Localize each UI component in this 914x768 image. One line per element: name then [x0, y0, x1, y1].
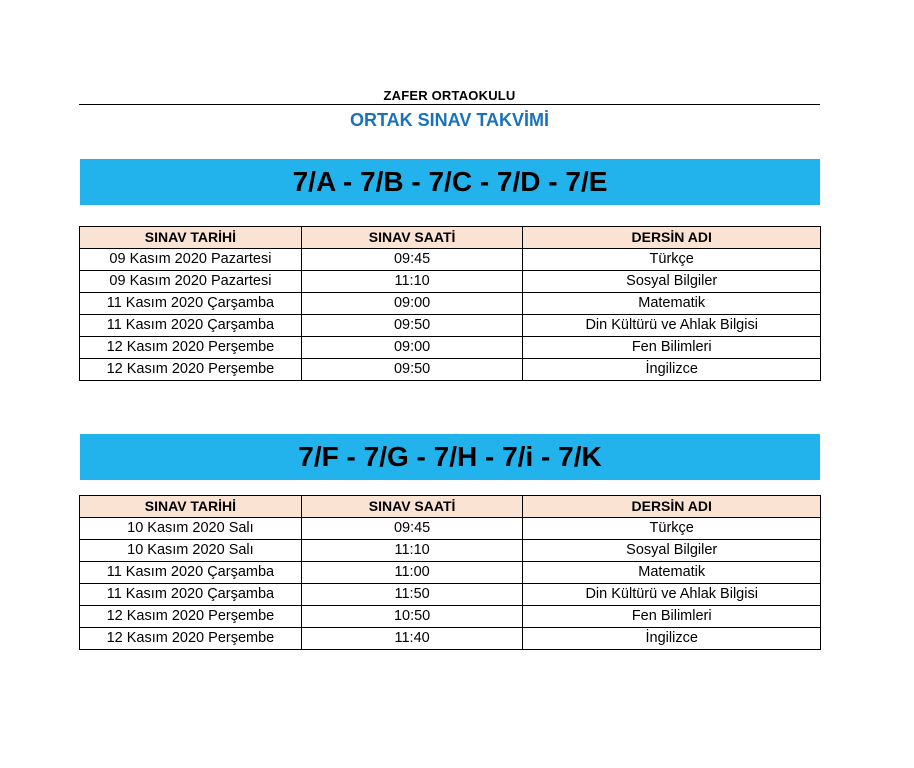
column-header-exam-time: SINAV SAATİ — [301, 227, 523, 249]
exam-date-cell: 10 Kasım 2020 Salı — [80, 540, 302, 562]
exam-date-cell: 09 Kasım 2020 Pazartesi — [80, 249, 302, 271]
course-name-cell: Matematik — [523, 293, 821, 315]
table-row — [80, 359, 821, 381]
course-name-cell: Türkçe — [523, 518, 821, 540]
course-name-cell: Türkçe — [523, 249, 821, 271]
exam-date-cell: 12 Kasım 2020 Perşembe — [80, 628, 302, 650]
table-row — [80, 540, 821, 562]
header-divider — [79, 104, 820, 105]
table-row — [80, 628, 821, 650]
course-name-cell: Sosyal Bilgiler — [523, 271, 821, 293]
exam-time-cell: 11:00 — [301, 562, 523, 584]
course-name-cell: Din Kültürü ve Ahlak Bilgisi — [523, 584, 821, 606]
exam-schedule-table-2 — [79, 495, 821, 650]
exam-time-cell: 09:00 — [301, 293, 523, 315]
course-name-cell: Sosyal Bilgiler — [523, 540, 821, 562]
course-name-cell: İngilizce — [523, 628, 821, 650]
exam-date-cell: 12 Kasım 2020 Perşembe — [80, 606, 302, 628]
column-header-exam-date: SINAV TARİHİ — [80, 496, 302, 518]
exam-date-cell: 11 Kasım 2020 Çarşamba — [80, 315, 302, 337]
table-row — [80, 271, 821, 293]
table-row — [80, 293, 821, 315]
exam-time-cell: 11:50 — [301, 584, 523, 606]
course-name-cell: Fen Bilimleri — [523, 337, 821, 359]
table-row — [80, 315, 821, 337]
exam-date-cell: 10 Kasım 2020 Salı — [80, 518, 302, 540]
table-row — [80, 518, 821, 540]
exam-time-cell: 10:50 — [301, 606, 523, 628]
table-header-row — [80, 496, 821, 518]
exam-date-cell: 12 Kasım 2020 Perşembe — [80, 359, 302, 381]
exam-time-cell: 11:40 — [301, 628, 523, 650]
table-row — [80, 606, 821, 628]
exam-time-cell: 09:50 — [301, 359, 523, 381]
table-row — [80, 337, 821, 359]
course-name-cell: Matematik — [523, 562, 821, 584]
exam-time-cell: 09:50 — [301, 315, 523, 337]
page-title: ORTAK SINAV TAKVİMİ — [350, 110, 549, 130]
exam-time-cell: 09:00 — [301, 337, 523, 359]
exam-date-cell: 11 Kasım 2020 Çarşamba — [80, 293, 302, 315]
exam-schedule-table-1 — [79, 226, 821, 381]
course-name-cell: İngilizce — [523, 359, 821, 381]
exam-date-cell: 11 Kasım 2020 Çarşamba — [80, 562, 302, 584]
exam-date-cell: 11 Kasım 2020 Çarşamba — [80, 584, 302, 606]
column-header-exam-date: SINAV TARİHİ — [80, 227, 302, 249]
column-header-exam-time: SINAV SAATİ — [301, 496, 523, 518]
exam-date-cell: 09 Kasım 2020 Pazartesi — [80, 271, 302, 293]
class-groups-banner-2: 7/F - 7/G - 7/H - 7/i - 7/K — [80, 434, 820, 480]
course-name-cell: Din Kültürü ve Ahlak Bilgisi — [523, 315, 821, 337]
column-header-course-name: DERSİN ADI — [523, 227, 821, 249]
table-row — [80, 562, 821, 584]
school-name: ZAFER ORTAOKULU — [383, 88, 516, 103]
course-name-cell: Fen Bilimleri — [523, 606, 821, 628]
exam-time-cell: 09:45 — [301, 518, 523, 540]
table-row — [80, 249, 821, 271]
column-header-course-name: DERSİN ADI — [523, 496, 821, 518]
table-header-row — [80, 227, 821, 249]
exam-time-cell: 09:45 — [301, 249, 523, 271]
class-groups-banner-1: 7/A - 7/B - 7/C - 7/D - 7/E — [80, 159, 820, 205]
table-row — [80, 584, 821, 606]
exam-time-cell: 11:10 — [301, 540, 523, 562]
exam-time-cell: 11:10 — [301, 271, 523, 293]
exam-date-cell: 12 Kasım 2020 Perşembe — [80, 337, 302, 359]
